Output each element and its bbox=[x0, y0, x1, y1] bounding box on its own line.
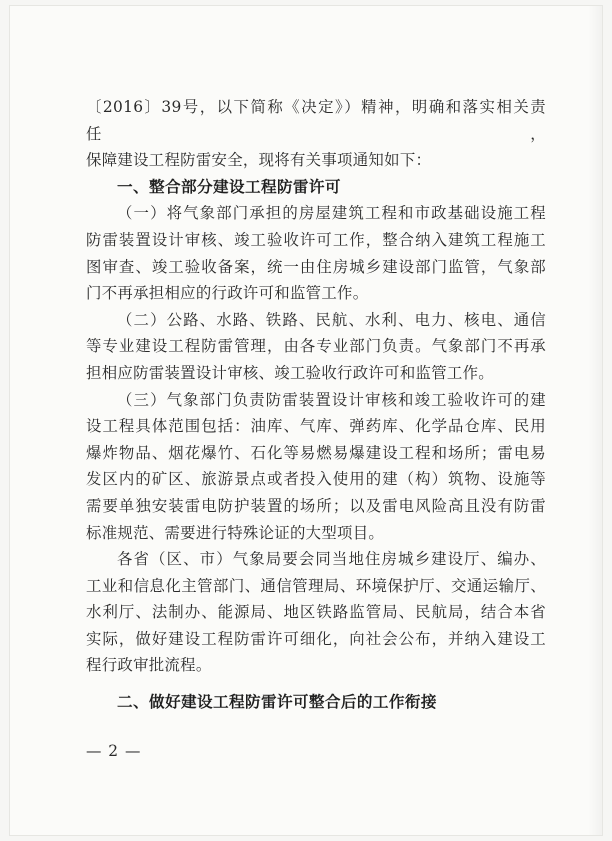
text-line: 等专业建设工程防雷管理，由各专业部门负责。气象部门不再承 bbox=[86, 337, 546, 356]
text-line: 各省（区、市）气象局要会同当地住房城乡建设厅、编办、 bbox=[117, 550, 546, 569]
text-line: 爆炸物品、烟花爆竹、石化等易燃易爆建设工程和场所；雷电易 bbox=[86, 443, 546, 462]
text-line: 工业和信息化主管部门、通信管理局、环境保护厅、交通运输厅、 bbox=[86, 576, 546, 595]
text-line: （三）气象部门负责防雷装置设计审核和竣工验收许可的建 bbox=[117, 390, 546, 409]
page-edge-shadow bbox=[588, 6, 602, 835]
text-line: 需要单独安装雷电防护装置的场所；以及雷电风险高且没有防雷 bbox=[86, 496, 546, 515]
page-number: — 2 — bbox=[86, 742, 142, 760]
text-line: 设工程具体范围包括：油库、气库、弹药库、化学品仓库、民用 bbox=[86, 417, 546, 436]
item-2-paragraph bbox=[86, 307, 546, 387]
text-line: 标准规范、需要进行特殊论证的大型项目。 bbox=[86, 523, 385, 542]
text-line: 图审查、竣工验收备案，统一由住房城乡建设部门监管，气象部 bbox=[86, 257, 546, 276]
section-heading-2: 二、做好建设工程防雷许可整合后的工作衔接 bbox=[117, 693, 437, 712]
text-line: 保障建设工程防雷安全，现将有关事项通知如下： bbox=[86, 151, 432, 170]
text-line: 防雷装置设计审核、竣工验收许可工作，整合纳入建筑工程施工 bbox=[86, 230, 546, 249]
item-3-paragraph bbox=[86, 387, 546, 547]
text-line: 水利厅、法制办、能源局、地区铁路监管局、民航局，结合本省 bbox=[86, 603, 546, 622]
document-page bbox=[10, 6, 602, 835]
text-line: 程行政审批流程。 bbox=[86, 656, 212, 675]
item-1-paragraph bbox=[86, 200, 546, 306]
text-line: 实际，做好建设工程防雷许可细化，向社会公布，并纳入建设工 bbox=[86, 629, 546, 648]
text-line: 担相应防雷装置设计审核、竣工验收行政许可和监管工作。 bbox=[86, 363, 494, 382]
provinces-paragraph bbox=[86, 546, 546, 679]
text-line: （二）公路、水路、铁路、民航、水利、电力、核电、通信 bbox=[117, 310, 546, 329]
text-line: 发区内的矿区、旅游景点或者投入使用的建（构）筑物、设施等 bbox=[86, 470, 546, 489]
text-line: 门不再承担相应的行政许可和监管工作。 bbox=[86, 284, 369, 303]
text-line: （一）将气象部门承担的房屋建筑工程和市政基础设施工程 bbox=[117, 204, 546, 223]
intro-paragraph bbox=[86, 94, 546, 174]
section-heading-1: 一、整合部分建设工程防雷许可 bbox=[117, 177, 341, 196]
text-line: 〔2016〕39号，以下简称《决定》）精神，明确和落实相关责任， bbox=[86, 98, 546, 143]
document-body bbox=[86, 94, 546, 716]
